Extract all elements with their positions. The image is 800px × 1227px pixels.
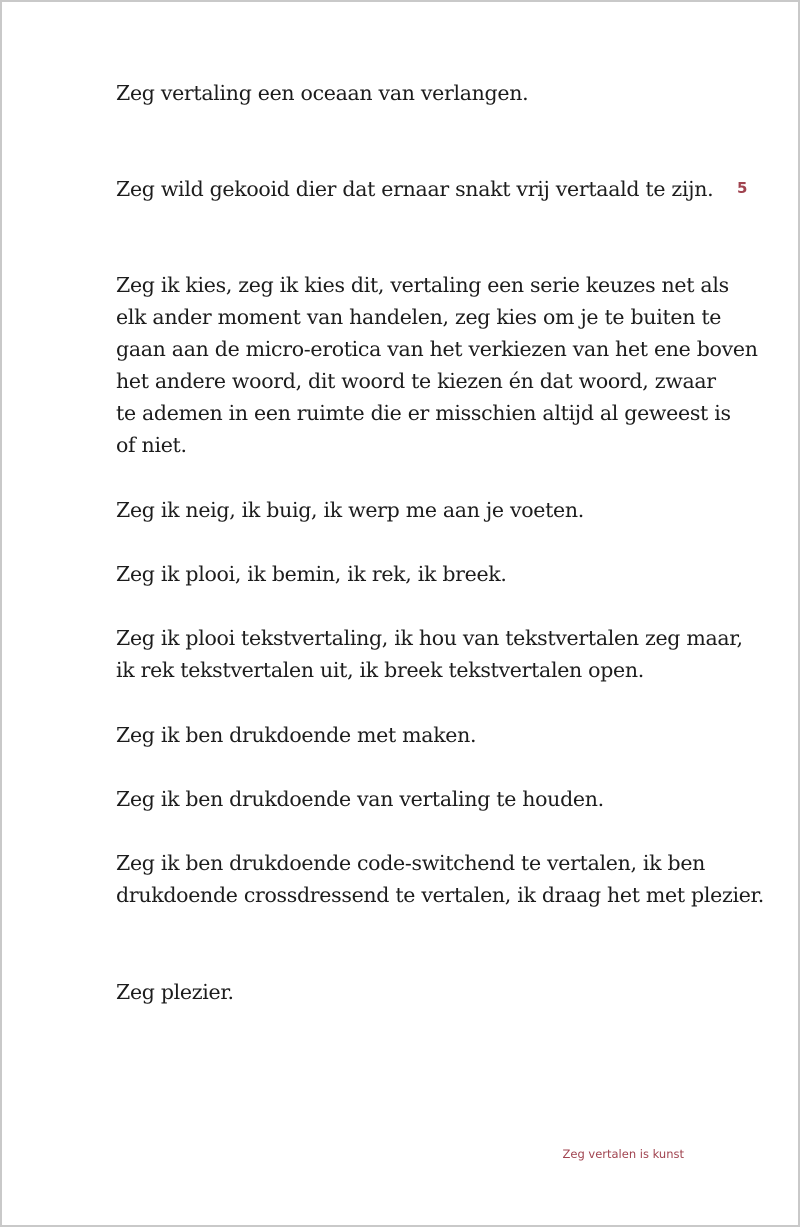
poem-line: Zeg ik ben drukdoende met maken. — [116, 723, 477, 747]
poem-line: Zeg ik kies, zeg ik kies dit, vertaling een serie keuzes net als — [116, 273, 729, 297]
poem-line: Zeg ik plooi tekstvertaling, ik hou van tekstvertalen zeg maar, — [116, 626, 743, 650]
poem-line: ik rek tekstvertalen uit, ik breek tekstvertalen open. — [116, 658, 644, 682]
page-number: 5 — [737, 179, 748, 197]
poem-line: Zeg ik ben drukdoende code-switchend te vertalen, ik ben — [116, 851, 706, 875]
stanza-6 — [116, 622, 743, 686]
stanza-1 — [116, 77, 716, 109]
poem-line: Zeg ik neig, ik buig, ik werp me aan je voeten. — [116, 498, 585, 522]
poem-line: het andere woord, dit woord te kiezen én dat woord, zwaar — [116, 369, 716, 393]
poem-line: Zeg wild gekooid dier dat ernaar snakt vrij vertaald te zijn. — [116, 177, 714, 201]
poem-line: Zeg ik plooi, ik bemin, ik rek, ik breek. — [116, 562, 507, 586]
poem-line: Zeg ik ben drukdoende van vertaling te houden. — [116, 787, 604, 811]
running-footer: Zeg vertalen is kunst — [562, 1147, 684, 1161]
stanza-2 — [116, 173, 716, 205]
stanza-5 — [116, 558, 716, 590]
poem-line: Zeg vertaling een oceaan van verlangen. — [116, 81, 529, 105]
stanza-7 — [116, 719, 716, 751]
stanza-10 — [116, 976, 716, 1008]
stanza-4 — [116, 494, 716, 526]
poem-line: of niet. — [116, 433, 187, 457]
stanza-8 — [116, 783, 716, 815]
poem-line: te ademen in een ruimte die er misschien altijd al geweest is — [116, 401, 731, 425]
stanza-9 — [116, 847, 765, 911]
poem-line: drukdoende crossdressend te vertalen, ik draag het met plezier. — [116, 883, 765, 907]
poem-line: Zeg plezier. — [116, 980, 234, 1004]
poem-line: elk ander moment van handelen, zeg kies om je te buiten te — [116, 305, 722, 329]
poem-line: gaan aan de micro-erotica van het verkiezen van het ene boven — [116, 337, 758, 361]
stanza-3 — [116, 269, 758, 461]
